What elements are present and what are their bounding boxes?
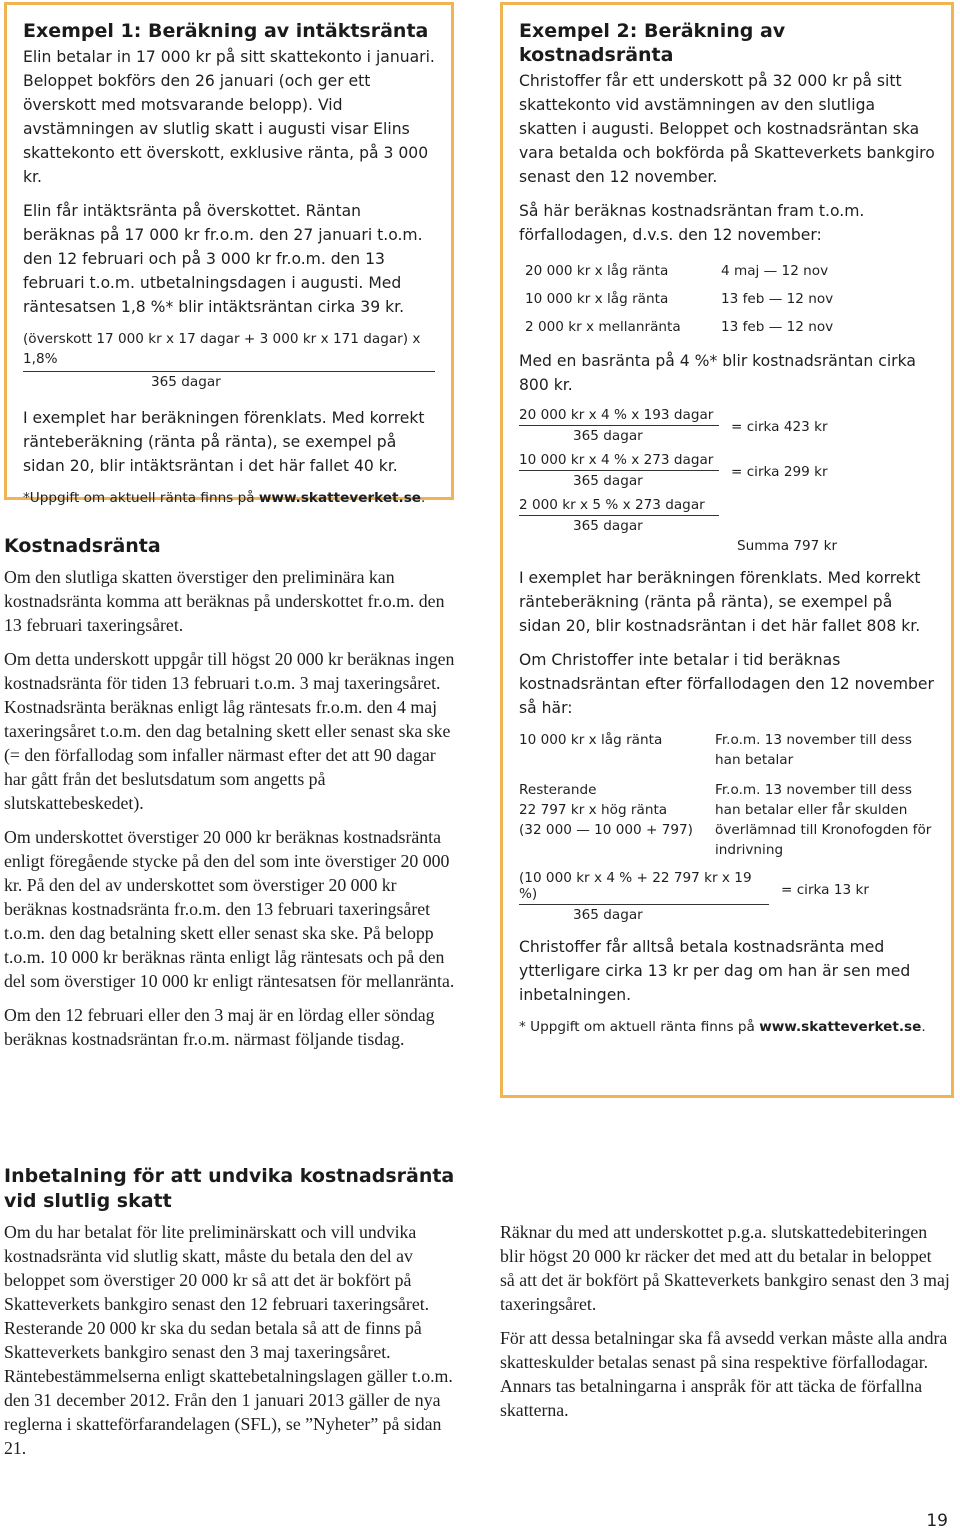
cost-fraction: [519, 452, 935, 489]
after-due-row: [519, 780, 935, 860]
example1-box: [4, 2, 454, 506]
kostnadsranta-paragraph: Om den 12 februari eller den 3 maj är en lördag eller söndag beräknas kostnadsräntan fr.o.m. närmast följande tisdag.: [4, 1005, 435, 1049]
cost-fraction-numerator: 10 000 kr x 4 % x 273 dagar: [519, 452, 719, 471]
calc-row: [519, 285, 935, 313]
example2-box: [500, 2, 954, 1098]
calc-row-period: 13 feb — 12 nov: [721, 291, 834, 307]
inbetalning-heading-line-1: Inbetalning för att undvika kostnadsränta: [4, 1165, 455, 1187]
kostnadsranta-heading: Kostnadsränta: [4, 535, 161, 557]
calc-row: [519, 313, 935, 341]
inbetalning-section: [4, 1164, 460, 1470]
example1-paragraph-1: Elin betalar in 17 000 kr på sitt skattekonto i januari. Beloppet bokförs den 26 januari (och ger ett överskott med motsvarande belopp). Vid avstämningen av slutlig skatt i augusti visar Elins skattekonto ett överskott, exklusive ränta, på 3 000 kr.: [23, 48, 435, 186]
example1-paragraph-3: I exemplet har beräkningen förenklats. Med korrekt ränteberäkning (ränta på ränta), se exempel på sidan 20, blir intäktsräntan i det här fallet 40 kr.: [23, 409, 425, 475]
inbetalning-heading: [4, 1164, 460, 1214]
example1-formula-numerator: (överskott 17 000 kr x 17 dagar + 3 000 kr x 171 dagar) x 1,8%: [23, 329, 435, 372]
cost-fraction-denominator: 365 dagar: [573, 473, 643, 489]
right-bottom-section: [500, 1220, 950, 1432]
calc-row-amount: 20 000 kr x låg ränta: [525, 263, 669, 279]
cost-fraction: [519, 407, 935, 444]
kostnadsranta-paragraph: Om detta underskott uppgår till högst 20 000 kr beräknas ingen kostnadsränta för tiden 13 februari t.o.m. 3 maj taxeringsåret. Kostnadsränta beräknas enligt låg räntesats fr.o.m. den 4 maj taxeringsåret t.o.m. den dag betalning skett eller senast ska ske (= den förfallodag som infaller närmast efter det att 90 dagar har gått från det beslutsdatum som angetts på slutskattebeskedet).: [4, 649, 455, 813]
example2-footnote-end: .: [921, 1019, 926, 1035]
final-fraction-numerator: (10 000 kr x 4 % + 22 797 kr x 19 %): [519, 870, 769, 905]
example2-calc-table: [519, 257, 935, 341]
final-fraction-denominator: 365 dagar: [573, 907, 643, 923]
cost-fraction-numerator: 2 000 kr x 5 % x 273 dagar: [519, 497, 719, 516]
example2-paragraph-6: Christoffer får alltså betala kostnadsränta med ytterligare cirka 13 kr per dag om han är sen med inbetalningen.: [519, 938, 911, 1004]
example1-footnote: [23, 488, 435, 508]
example2-footnote-text: * Uppgift om aktuell ränta finns på: [519, 1019, 760, 1035]
kostnadsranta-paragraph: Om underskottet överstiger 20 000 kr beräknas kostnadsränta enligt föregående stycke på den del som inte överstiger 20 000 kr. På den del av underskottet som överstiger 20 000 kr beräknas kostnadsränta fr.o.m. den 13 februari taxeringsåret t.o.m. den dag betalning skett eller senast ska ske. På belopp t.o.m. 10 000 kr beräknas ränta enligt låg räntesats och på den del som överstiger 10 000 kr enligt räntesatsen för mellanränta.: [4, 827, 455, 991]
page-number: 19: [926, 1511, 948, 1531]
example2-footnote-link[interactable]: www.skatteverket.se: [759, 1019, 922, 1035]
cost-sum: Summa 797 kr: [737, 538, 838, 554]
cost-fraction-result: = cirka 299 kr: [731, 464, 828, 480]
example2-paragraph-4: I exemplet har beräkningen förenklats. Med korrekt ränteberäkning (ränta på ränta), se exempel på sidan 20, blir kostnadsräntan i det här fallet 808 kr.: [519, 569, 921, 635]
calc-row: [519, 257, 935, 285]
example1-title: Exempel 1: Beräkning av intäktsränta: [23, 20, 429, 42]
cost-fraction: [519, 497, 935, 534]
final-fraction: [519, 870, 935, 923]
after-due-row-right: Fr.o.m. 13 november till dess han betalar eller får skulden överlämnad till Kronofogden för indrivning: [715, 782, 932, 858]
cost-fraction-denominator: 365 dagar: [573, 518, 643, 534]
example1-footnote-link[interactable]: www.skatteverket.se: [258, 490, 422, 506]
cost-fraction-result: = cirka 423 kr: [731, 419, 828, 435]
example2-title: Exempel 2: Beräkning av kostnadsränta: [519, 20, 786, 66]
inbetalning-paragraph: Om du har betalat för lite preliminärskatt och vill undvika kostnadsränta vid slutlig skatt, måste du betala den del av beloppet som överstiger 20 000 kr så att det är bokfört på Skatteverkets bankgiro senast den 12 februari taxeringsåret. Resterande 20 000 kr ska du sedan betala så att de finns på Skatteverkets bankgiro senast den 3 maj taxeringsåret. Räntebestämmelserna enligt skattebetalningslagen gäller t.o.m. den 31 december 2012. Från den 1 januari 2013 gäller de nya reglerna i skatteförfarandelagen (SFL), se ”Nyheter” på sidan 21.: [4, 1222, 453, 1458]
example1-formula: [23, 329, 435, 392]
cost-fraction-numerator: 20 000 kr x 4 % x 193 dagar: [519, 407, 719, 426]
right-bottom-paragraph: Räknar du med att underskottet p.g.a. slutskattedebiteringen blir högst 20 000 kr räcker det med att du betalar in beloppet så att det är bokfört på Skatteverkets bankgiro senast den 3 maj taxeringsåret.: [500, 1222, 950, 1314]
after-due-row: [519, 730, 935, 770]
example1-footnote-end: .: [421, 490, 426, 506]
inbetalning-heading-line-2: vid slutlig skatt: [4, 1190, 172, 1212]
right-bottom-paragraph: För att dessa betalningar ska få avsedd verkan måste alla andra skatteskulder betalas senast på sina respektive förfallodagar. Annars tas betalningarna i anspråk för att täcka de förfallna skatterna.: [500, 1328, 948, 1420]
cost-fraction-denominator: 365 dagar: [573, 428, 643, 444]
calc-row-period: 4 maj — 12 nov: [721, 263, 829, 279]
example2-paragraph-1: Christoffer får ett underskott på 32 000 kr på sitt skattekonto vid avstämningen av den slutliga skatten i augusti. Beloppet och kostnadsräntan ska vara betalda och bokförda på Skatteverkets bankgiro senast den 12 november.: [519, 72, 935, 186]
example2-footnote: [519, 1017, 935, 1037]
example2-paragraph-3: Med en basränta på 4 %* blir kostnadsräntan cirka 800 kr.: [519, 352, 916, 394]
kostnadsranta-paragraph: Om den slutliga skatten överstiger den preliminära kan kostnadsränta komma att beräknas på underskottet fr.o.m. den 13 februari taxeringsåret.: [4, 567, 445, 635]
calc-row-amount: 2 000 kr x mellanränta: [525, 319, 681, 335]
example2-paragraph-2: Så här beräknas kostnadsräntan fram t.o.m. förfallodagen, d.v.s. den 12 november:: [519, 202, 865, 244]
after-due-row-left: Resterande 22 797 kr x hög ränta (32 000 — 10 000 + 797): [519, 782, 693, 838]
kostnadsranta-section: [4, 534, 460, 1061]
example1-paragraph-2: Elin får intäktsränta på överskottet. Räntan beräknas på 17 000 kr fr.o.m. den 27 januari t.o.m. den 12 februari och på 3 000 kr fr.o.m. den 13 februari t.o.m. utbetalningsdagen i augusti. Med räntesatsen 1,8 %* blir intäktsräntan cirka 39 kr.: [23, 202, 423, 316]
example1-formula-denominator: 365 dagar: [151, 374, 221, 390]
after-due-row-right: Fr.o.m. 13 november till dess han betalar: [715, 732, 913, 768]
calc-row-period: 13 feb — 12 nov: [721, 319, 834, 335]
after-due-row-left: 10 000 kr x låg ränta: [519, 732, 663, 748]
calc-row-amount: 10 000 kr x låg ränta: [525, 291, 669, 307]
example1-footnote-text: *Uppgift om aktuell ränta finns på: [23, 490, 259, 506]
final-fraction-result: = cirka 13 kr: [781, 882, 869, 898]
example2-paragraph-5: Om Christoffer inte betalar i tid beräknas kostnadsräntan efter förfallodagen den 12 november så här:: [519, 651, 934, 717]
